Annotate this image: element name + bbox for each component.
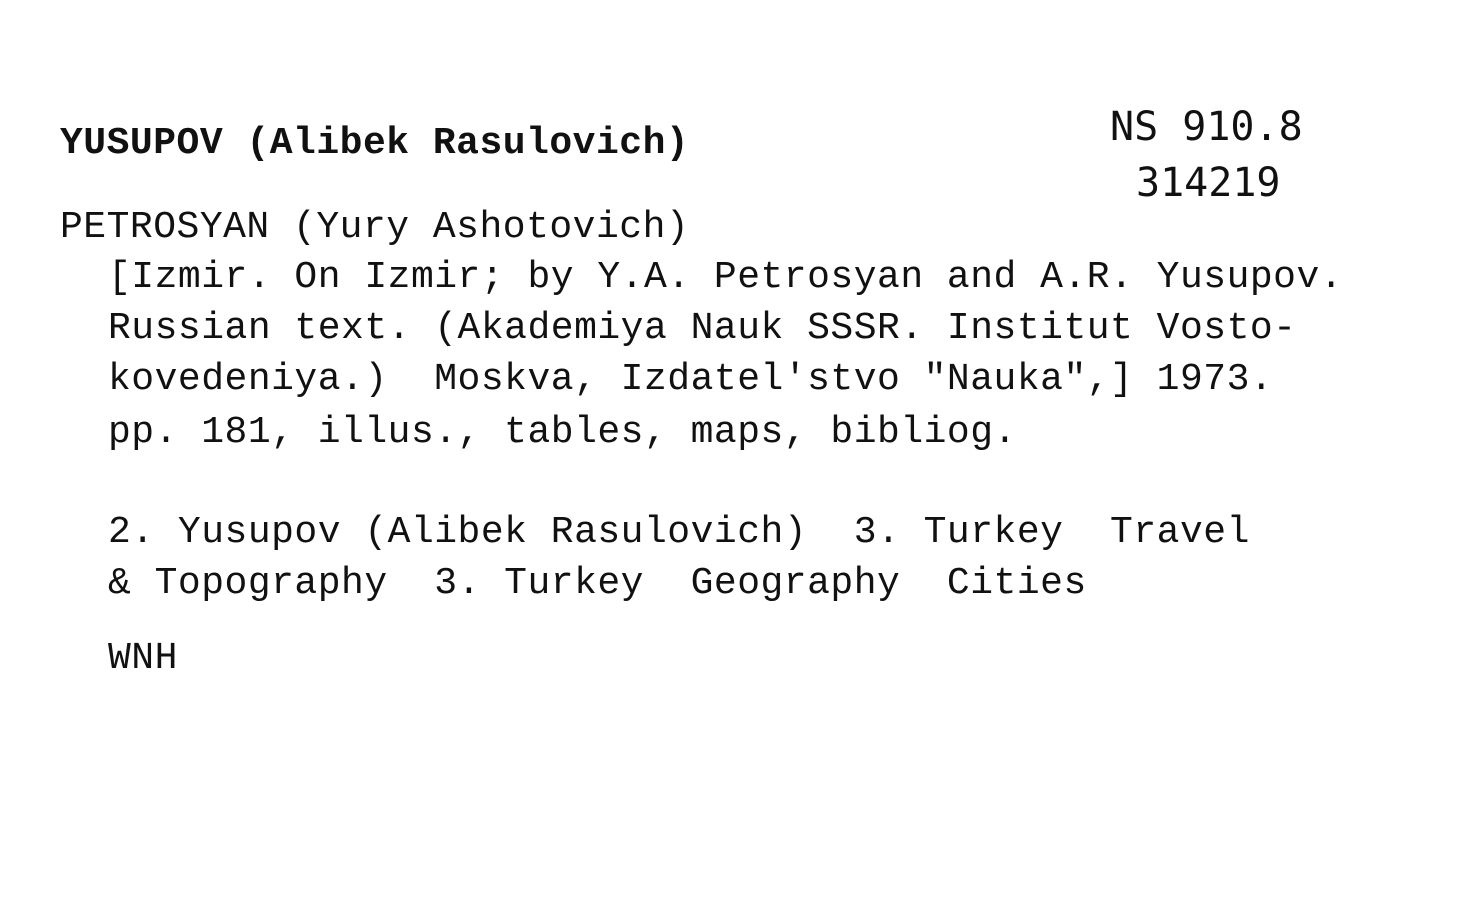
description-line: [Izmir. On Izmir; by Y.A. Petrosyan and A.R. Yusupov.	[108, 256, 1344, 299]
added-entry-heading: YUSUPOV (Alibek Rasulovich)	[60, 122, 690, 165]
main-entry-author: PETROSYAN (Yury Ashotovich)	[60, 206, 690, 249]
description-line: Russian text. (Akademiya Nauk SSSR. Institut Vosto-	[108, 307, 1297, 350]
description-line: kovedeniya.) Moskva, Izdatel'stvo "Nauka",] 1973.	[108, 358, 1274, 401]
tracing-line: 2. Yusupov (Alibek Rasulovich) 3. Turkey Travel	[108, 511, 1250, 554]
call-number-line-1: NS 910.8	[1110, 104, 1303, 150]
description-line: pp. 181, illus., tables, maps, bibliog.	[108, 411, 1017, 454]
call-number-line-2: 314219	[1136, 160, 1281, 206]
cataloger-initials: WNH	[108, 637, 178, 680]
tracing-line: & Topography 3. Turkey Geography Cities	[108, 562, 1087, 605]
